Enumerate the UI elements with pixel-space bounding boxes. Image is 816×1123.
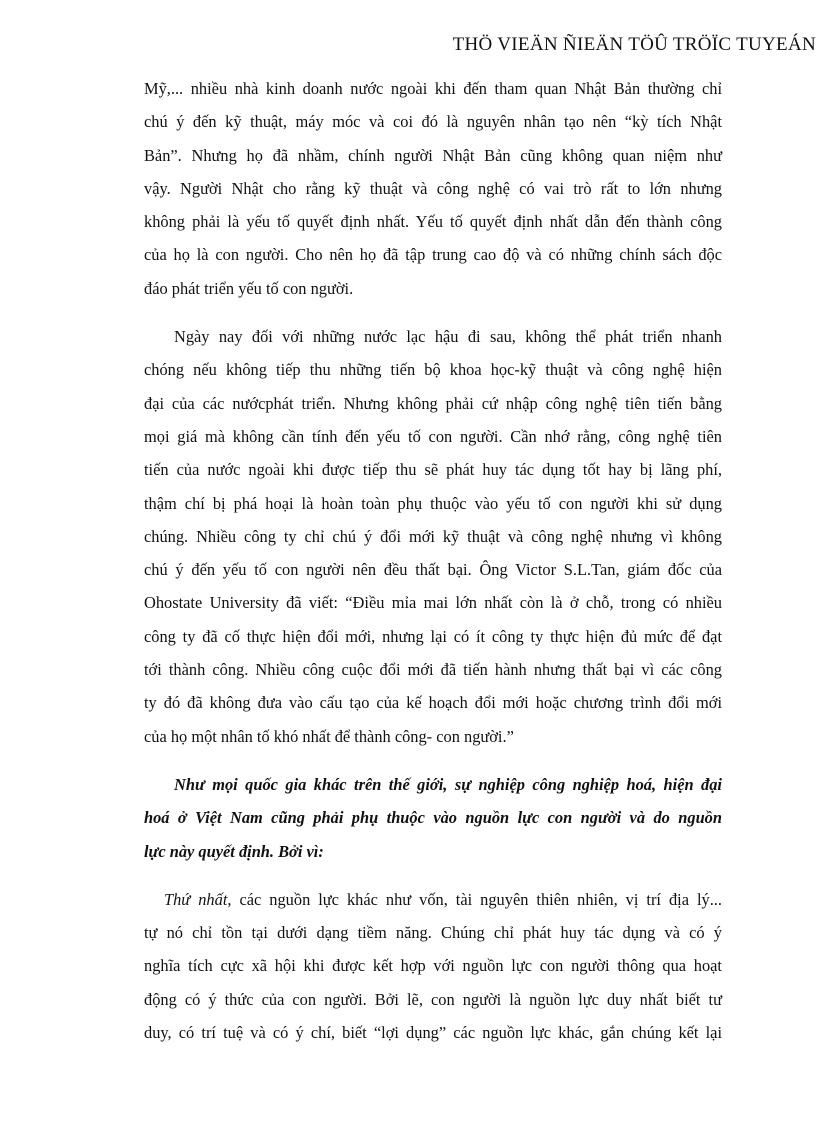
text-line: tiến của nước ngoài khi được tiếp thu sẽ phát huy tác dụng tốt hay bị lãng phí, — [144, 460, 722, 480]
paragraph-4 — [144, 883, 722, 1049]
text-line: chóng nếu không tiếp thu những tiến bộ khoa học-kỹ thuật và công nghệ hiện — [144, 360, 722, 380]
text-line: đáo phát triển yếu tố con người. — [144, 278, 354, 298]
paragraph-2 — [144, 320, 722, 753]
text-line: công ty đã cố thực hiện đổi mới, nhưng lại có ít công ty thực hiện đủ mức để đạt — [144, 626, 722, 646]
text-line: tới thành công. Nhiều công cuộc đổi mới đã tiến hành nhưng thất bại vì các công — [144, 660, 722, 680]
paragraph-3-emphasis — [144, 768, 722, 868]
text-line: Bản”. Nhưng họ đã nhầm, chính người Nhật Bản cũng không quan niệm như — [144, 145, 722, 165]
text-line: duy, có trí tuệ và có ý chí, biết “lợi dụng” các nguồn lực khác, gắn chúng kết lại — [144, 1023, 722, 1043]
lead-italic-phrase: Thứ nhất — [164, 889, 228, 909]
text-line: của họ là con người. Cho nên họ đã tập trung cao độ và có những chính sách độc — [144, 245, 722, 265]
text-line: mọi giá mà không cần tính đến yếu tố con người. Cần nhớ rằng, công nghệ tiên — [144, 426, 722, 446]
text-line: thậm chí bị phá hoại là hoàn toàn phụ thuộc vào yếu tố con người khi sử dụng — [144, 493, 722, 513]
text-line: vậy. Người Nhật cho rằng kỹ thuật và công nghệ có vai trò rất to lớn nhưng — [144, 178, 722, 198]
page-header-title: THÖ VIEÄN ÑIEÄN TÖÛ TRÖÏC TUYEÁN — [452, 34, 816, 55]
text-line: Ngày nay đối với những nước lạc hậu đi sau, không thể phát triển nhanh — [174, 327, 722, 347]
text-line: Ohostate University đã viết: “Điều mỉa mai lớn nhất còn là ở chỗ, trong có nhiều — [144, 593, 722, 613]
text-line: chú ý đến kỹ thuật, máy móc và coi đó là nguyên nhân tạo nên “kỳ tích Nhật — [144, 112, 722, 132]
text-line: nghĩa tích cực xã hội khi được kết hợp với nguồn lực con người thông qua hoạt — [144, 956, 722, 976]
text-line: lực này quyết định. Bởi vì: — [144, 841, 324, 861]
paragraph-gap — [144, 868, 722, 883]
text-line: hoá ở Việt Nam cũng phải phụ thuộc vào nguồn lực con người và do nguồn — [144, 808, 722, 828]
text-line: Mỹ,... nhiều nhà kinh doanh nước ngoài khi đến tham quan Nhật Bản thường chỉ — [144, 79, 722, 98]
text-line-rest: , các nguồn lực khác như vốn, tài nguyên thiên nhiên, vị trí địa lý... — [227, 889, 722, 909]
text-line: không phải là yếu tố quyết định nhất. Yếu tố quyết định nhất dẫn đến thành công — [144, 212, 722, 232]
text-line: đại của các nướcphát triển. Nhưng không phải cứ nhập công nghệ tiên tiến bằng — [144, 393, 722, 413]
text-line: tự nó chỉ tồn tại dưới dạng tiềm năng. Chúng chỉ phát huy tác dụng và có ý — [144, 923, 722, 943]
text-line: ty đó đã không đưa vào cấu tạo của kế hoạch đổi mới hoặc chương trình đổi mới — [144, 693, 722, 713]
paragraph-gap — [144, 305, 722, 320]
text-line: của họ một nhân tố khó nhất để thành công- con người.” — [144, 726, 514, 746]
paragraph-1 — [144, 72, 722, 305]
text-line: động có ý thức của con người. Bởi lẽ, con người là nguồn lực duy nhất biết tư — [144, 989, 722, 1009]
text-line: chúng. Nhiều công ty chỉ chú ý đổi mới kỹ thuật và công nghệ nhưng vì không — [144, 526, 722, 546]
paragraph-gap — [144, 753, 722, 768]
text-line: Như mọi quốc gia khác trên thế giới, sự nghiệp công nghiệp hoá, hiện đại — [174, 774, 722, 794]
text-line — [144, 883, 722, 916]
text-line: chú ý đến yếu tố con người nên đều thất bại. Ông Victor S.L.Tan, giám đốc của — [144, 560, 722, 580]
document-body — [144, 72, 722, 1049]
